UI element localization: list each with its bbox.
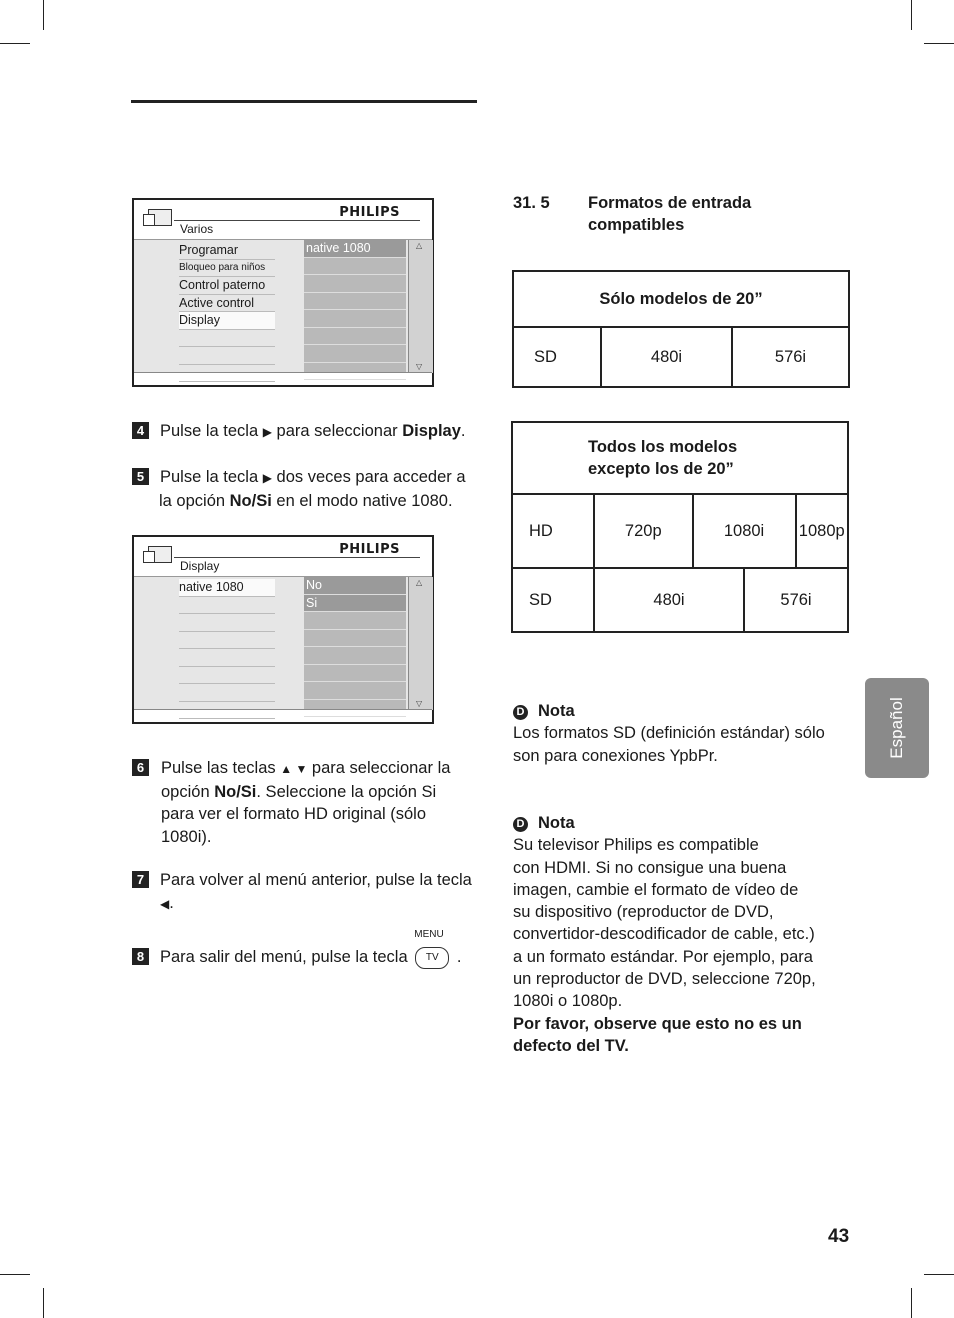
crop-mark [911, 1288, 912, 1318]
scroll-up-icon: △ [416, 578, 423, 587]
menu-option [304, 345, 406, 363]
formats-table-all-models [511, 421, 849, 633]
section-number: 31. 5 [513, 194, 550, 212]
crop-mark [43, 1288, 44, 1318]
menu-option [304, 647, 406, 665]
step-number: 4 [132, 422, 149, 439]
step-6: 6 Pulse las teclas ▲ ▼ para seleccionar la opción No/Si. Seleccione la opción Si para ver el formato HD original (sólo 1080i). [132, 757, 492, 848]
note-bold-text: Por favor, observe que esto no es un defecto del TV. [513, 1014, 802, 1055]
table-cell: 1080i [693, 494, 796, 568]
menu-item-selected: native 1080 [179, 579, 275, 597]
note-title: Nota [538, 702, 575, 720]
menu-breadcrumb: Display [180, 559, 220, 573]
menu-option [304, 630, 406, 648]
menu-option [304, 682, 406, 700]
left-arrow-icon: ◀ [160, 896, 170, 911]
crop-mark [0, 43, 30, 44]
step-4: 4 Pulse la tecla ▶ para seleccionar Display. [132, 420, 492, 444]
table-row-label: SD [512, 568, 594, 632]
tv-menu-screenshot-display [132, 535, 434, 724]
note-line: a un formato estándar. Por ejemplo, para [513, 947, 813, 966]
note-title: Nota [538, 814, 575, 832]
menu-option [304, 612, 406, 630]
menu-item [179, 702, 275, 720]
menu-item [179, 330, 275, 348]
table-cell: 576i [744, 568, 848, 632]
step-number: 6 [132, 759, 149, 776]
step-number: 5 [132, 468, 149, 485]
note-line: convertidor-descodificador de cable, etc.) [513, 925, 815, 944]
philips-logo: PHILIPS [339, 542, 400, 557]
menu-items [179, 242, 275, 382]
menu-item [179, 632, 275, 650]
menu-item-selected: Display [179, 312, 275, 330]
note-line: con HDMI. Si no consigue una buena [513, 858, 787, 877]
menu-option [304, 275, 406, 293]
menu-breadcrumb: Varios [180, 222, 214, 236]
menu-option [304, 665, 406, 683]
menu-scrollbar [408, 240, 433, 373]
crop-mark [911, 0, 912, 30]
menu-option [304, 310, 406, 328]
step-7: 7 Para volver al menú anterior, pulse la tecla ◀. [132, 869, 492, 915]
table-header: Todos los modelos excepto los de 20” [512, 422, 848, 494]
menu-option [304, 293, 406, 311]
menu-item [179, 667, 275, 685]
menu-option: Si [304, 595, 406, 613]
menu-item [179, 684, 275, 702]
table-cell: 480i [594, 568, 744, 632]
menu-panel [134, 576, 432, 710]
right-arrow-icon: ▶ [262, 471, 272, 485]
menu-scrollbar [408, 577, 433, 710]
table-cell: 1080p [796, 494, 849, 568]
crop-mark [0, 1274, 30, 1275]
menu-tv-button-icon: MENU TV [415, 947, 449, 969]
menu-item [179, 614, 275, 632]
note-hdmi [513, 812, 848, 1057]
note-line: imagen, cambie el formato de vídeo de [513, 880, 799, 899]
note-line: 1080i o 1080p. [513, 992, 623, 1011]
tv-icon [148, 546, 172, 563]
philips-logo: PHILIPS [339, 205, 400, 220]
crop-mark [924, 43, 954, 44]
step-5: 5 Pulse la tecla ▶ dos veces para acceder a la opción No/Si en el modo native 1080. [132, 466, 492, 512]
up-down-arrows-icon: ▲ ▼ [280, 762, 308, 776]
menu-option [304, 258, 406, 276]
menu-panel [134, 239, 432, 373]
scroll-down-icon: ▽ [416, 699, 423, 708]
table-row-label: SD [513, 327, 601, 387]
language-tab: Español [865, 678, 929, 778]
note-line: Su televisor Philips es compatible [513, 836, 759, 855]
menu-options [304, 577, 406, 710]
scroll-down-icon: ▽ [416, 362, 423, 371]
section-title: Formatos de entrada [588, 194, 752, 212]
menu-item: Bloqueo para niños [179, 260, 275, 278]
step-number: 8 [132, 948, 149, 965]
menu-item: Control paterno [179, 277, 275, 295]
crop-mark [43, 0, 44, 30]
right-arrow-icon: ▶ [262, 425, 272, 439]
note-icon: D [513, 705, 528, 720]
section-heading: 31. 5 Formatos de entrada compatibles [513, 194, 752, 234]
step-number: 7 [132, 871, 149, 888]
menu-item [179, 365, 275, 383]
menu-item [179, 347, 275, 365]
table-row-label: HD [512, 494, 594, 568]
menu-item: Active control [179, 295, 275, 313]
note-text: Los formatos SD (definición estándar) sólo son para conexiones YpbPr. [513, 724, 825, 765]
table-header: Sólo modelos de 20” [513, 271, 849, 327]
menu-item [179, 649, 275, 667]
page-number: 43 [828, 1226, 850, 1247]
menu-option [304, 328, 406, 346]
scroll-up-icon: △ [416, 241, 423, 250]
menu-options [304, 240, 406, 373]
menu-item [179, 597, 275, 615]
tv-menu-screenshot-varios [132, 198, 434, 387]
crop-mark [924, 1274, 954, 1275]
note-icon: D [513, 817, 528, 832]
step-8: 8 Para salir del menú, pulse la tecla MENU TV . [132, 946, 492, 969]
table-cell: 576i [732, 327, 849, 387]
header-rule [131, 100, 477, 103]
note-sd-formats [513, 700, 848, 767]
menu-option: native 1080 [304, 240, 406, 258]
menu-option: No [304, 577, 406, 595]
menu-item: Programar [179, 242, 275, 260]
note-line: un reproductor de DVD, seleccione 720p, [513, 970, 816, 989]
menu-items [179, 579, 275, 719]
table-cell: 480i [601, 327, 732, 387]
tv-icon [148, 209, 172, 226]
formats-table-20in [512, 270, 850, 388]
table-cell: 720p [594, 494, 693, 568]
note-line: su dispositivo (reproductor de DVD, [513, 903, 774, 922]
